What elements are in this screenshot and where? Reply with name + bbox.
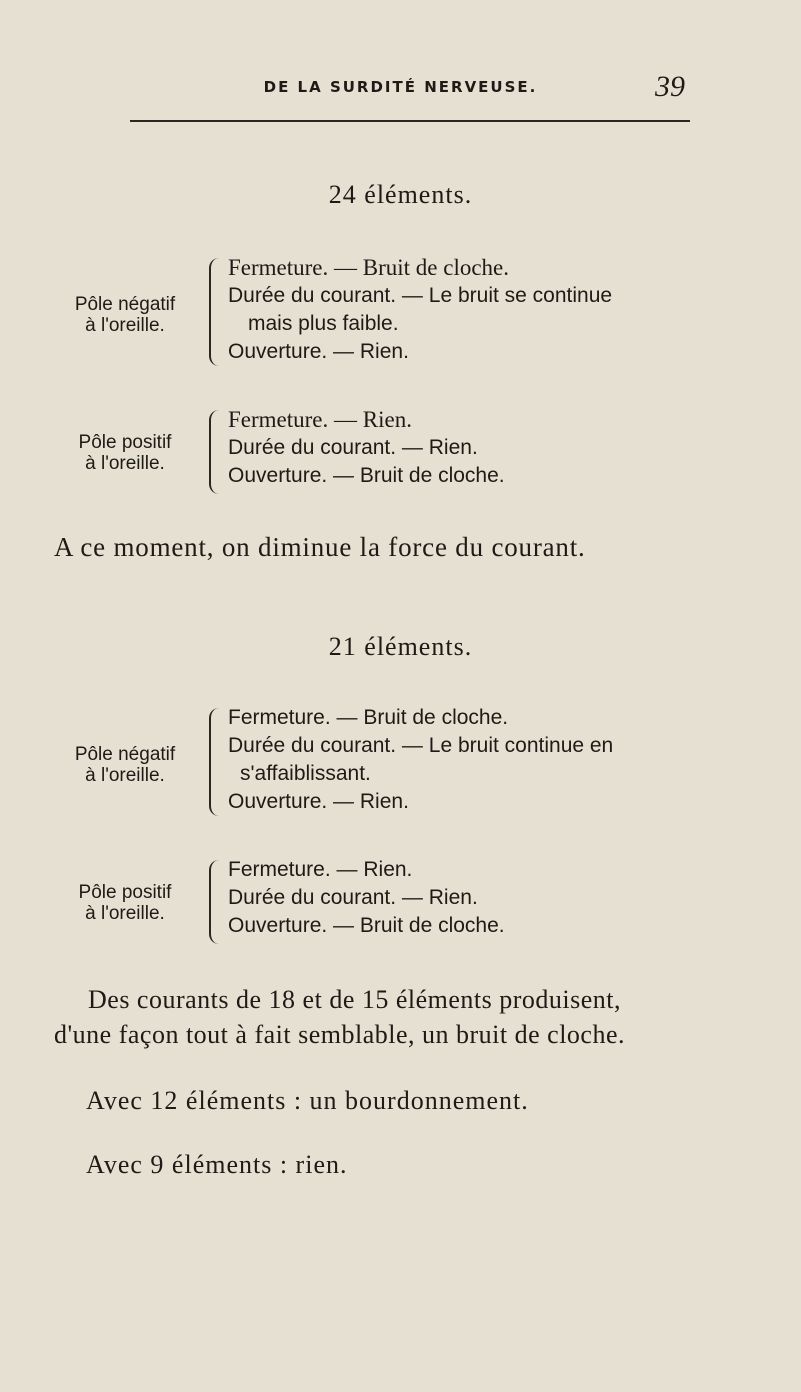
pole-label [40,744,210,786]
running-head: DE LA SURDITÉ NERVEUSE. [263,78,538,96]
section-24-positif-block [0,402,801,522]
observation-line: s'affaiblissant. [240,762,371,785]
observation-lines [228,406,505,490]
page-number: 39 [655,70,685,103]
observation-lines [228,856,505,940]
section-21-negatif-block [0,700,801,820]
pole-name: Pôle négatif [74,294,176,315]
pole-name: Pôle positif [78,882,172,903]
pole-ear: à l'oreille. [85,453,165,474]
observation-line: Ouverture. — Bruit de cloche. [228,464,505,487]
observation-line: Fermeture. — Bruit de cloche. [228,255,510,280]
header-rule [130,120,690,122]
paragraph-courants-line2: d'une façon tout à fait semblable, un bruit de cloche. [54,1020,625,1049]
paragraph-courants-line1: Des courants de 18 et de 15 éléments produisent, [88,985,622,1014]
brace [209,410,225,494]
observation-line: Ouverture. — Bruit de cloche. [228,914,505,937]
observation-line: Fermeture. — Bruit de cloche. [228,706,509,729]
observation-line: Ouverture. — Rien. [228,790,409,813]
section-24-heading: 24 éléments. [328,180,473,209]
section-24-negatif-block [0,250,801,370]
section-21-heading: 21 éléments. [328,632,473,661]
paragraph-12-elements: Avec 12 éléments : un bourdonnement. [86,1086,529,1115]
pole-ear: à l'oreille. [85,903,165,924]
brace [209,708,225,816]
observation-line: Ouverture. — Rien. [228,340,409,363]
pole-label [40,882,210,924]
observation-lines [228,704,613,816]
observation-line: Durée du courant. — Le bruit se continue [228,284,613,307]
brace [209,860,225,944]
pole-ear: à l'oreille. [85,765,165,786]
observation-line: Durée du courant. — Rien. [228,886,478,909]
observation-line: Durée du courant. — Rien. [228,436,478,459]
pole-label [40,294,210,336]
pole-name: Pôle positif [78,432,172,453]
pole-label [40,432,210,474]
observation-line: Fermeture. — Rien. [228,407,412,432]
observation-line: Durée du courant. — Le bruit continue en [228,734,614,757]
brace [209,258,225,366]
paragraph-9-elements: Avec 9 éléments : rien. [86,1150,348,1179]
pole-name: Pôle négatif [74,744,176,765]
paragraph-moment: A ce moment, on diminue la force du courant. [54,532,586,562]
observation-line: mais plus faible. [248,312,399,335]
observation-lines [228,254,612,366]
observation-line: Fermeture. — Rien. [228,858,413,881]
section-21-positif-block [0,852,801,972]
pole-ear: à l'oreille. [85,315,165,336]
